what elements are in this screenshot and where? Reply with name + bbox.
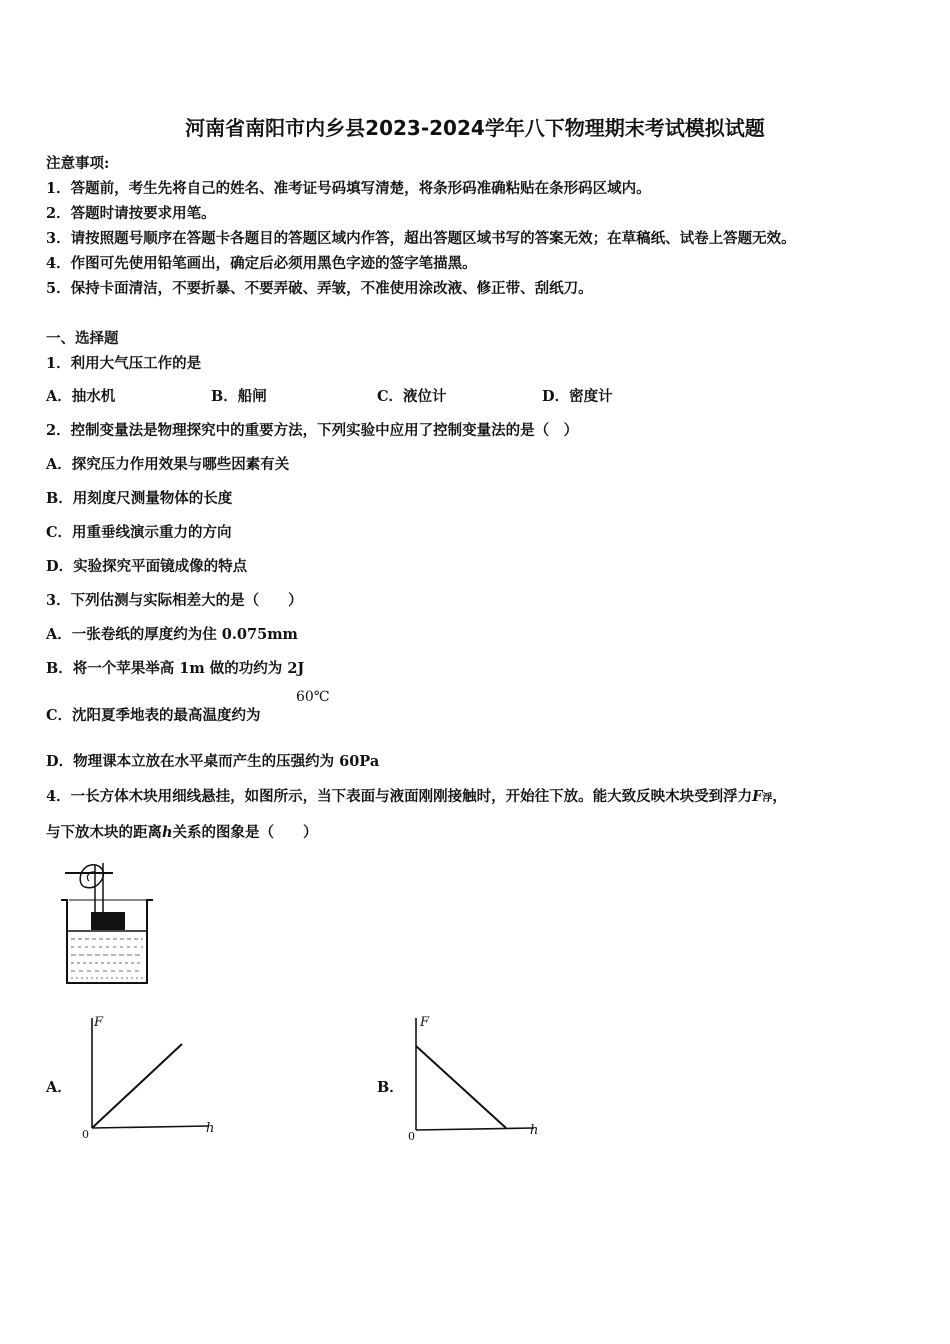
graph-a-x-label: h (206, 1121, 215, 1136)
graph-a-y-label: F (94, 1015, 104, 1030)
q2-option-d: D．实验探究平面镜成像的特点 (46, 558, 248, 575)
page-title: 河南省南阳市内乡县2023-2024学年八下物理期末考试模拟试题 (185, 116, 765, 140)
q4-option-b-label: B． (377, 1079, 404, 1096)
q4-stem-text-2a: 与下放木块的距离 (46, 824, 162, 841)
question-1-stem: 1．利用大气压工作的是 (46, 355, 202, 372)
question-3-stem: 3．下列估测与实际相差大的是（ ） (46, 592, 303, 609)
q4-stem-text: 4．一长方体木块用细线悬挂，如图所示，当下表面与液面刚刚接触时，开始往下放。能大致反映木块受到浮力 (46, 788, 753, 805)
q3-option-d: D．物理课本立放在水平桌而产生的压强约为 60Pa (46, 753, 380, 770)
q2-option-a: A．探究压力作用效果与哪些因素有关 (46, 456, 290, 473)
question-4-stem-line1 (46, 785, 787, 806)
question-4-stem-line2 (46, 821, 318, 842)
q3-temperature: 60℃ (296, 689, 330, 705)
q2-option-c: C．用重垂线演示重力的方向 (46, 524, 232, 541)
notice-item-5: 5．保持卡面清洁，不要折暴、不要弄破、弄皱，不准使用涂改液、修正带、刮纸刀。 (46, 280, 593, 297)
q4-option-a-label: A． (46, 1079, 72, 1096)
graph-b-line (416, 1046, 506, 1128)
question-2-stem: 2．控制变量法是物理探究中的重要方法，下列实验中应用了控制变量法的是（ ） (46, 422, 579, 439)
q4-stem-text-2b: 关系的图象是（ ） (172, 824, 318, 841)
graph-a-origin: 0 (82, 1128, 89, 1141)
q3-option-c: C．沈阳夏季地表的最高温度约为 (46, 707, 261, 724)
graph-a-line (92, 1044, 182, 1128)
q1-option-c: C．液位计 (377, 388, 447, 405)
graph-b-x-label: h (530, 1123, 539, 1138)
q4-distance-symbol: h (162, 824, 173, 841)
section-heading: 一、选择题 (46, 330, 119, 347)
notice-item-4: 4．作图可先使用铅笔画出，确定后必须用黑色字迹的签字笔描黑。 (46, 255, 477, 272)
q4-force-subscript: 浮 (762, 793, 773, 804)
q1-option-b: B．船闸 (211, 388, 267, 405)
graph-a-x-axis (92, 1126, 208, 1128)
q4-graph-a (76, 1010, 226, 1145)
notice-heading: 注意事项: (46, 155, 110, 172)
q3-option-b: B．将一个苹果举高 1m 做的功约为 2J (46, 660, 305, 677)
graph-b-origin: 0 (408, 1130, 415, 1143)
notice-item-2: 2．答题时请按要求用笔。 (46, 205, 216, 222)
graph-b-x-axis (416, 1128, 534, 1130)
notice-item-1: 1．答题前，考生先将自己的姓名、准考证号码填写清楚，将条形码准确粘贴在条形码区域内。 (46, 180, 651, 197)
q3-option-a: A．一张卷纸的厚度约为住 0.075mm (46, 626, 298, 643)
beaker-figure (55, 855, 165, 995)
q4-force-symbol: F (752, 788, 763, 805)
notice-item-3: 3．请按照题号顺序在答题卡各题目的答题区域内作答，超出答题区域书写的答案无效；在草稿纸、试卷上答题无效。 (46, 230, 796, 247)
q1-option-d: D．密度计 (542, 388, 613, 405)
graph-b-y-label: F (420, 1015, 430, 1030)
q4-stem-comma: ， (772, 788, 787, 805)
q1-option-a: A．抽水机 (46, 388, 116, 405)
q4-graph-b (402, 1010, 552, 1145)
q2-option-b: B．用刻度尺测量物体的长度 (46, 490, 233, 507)
